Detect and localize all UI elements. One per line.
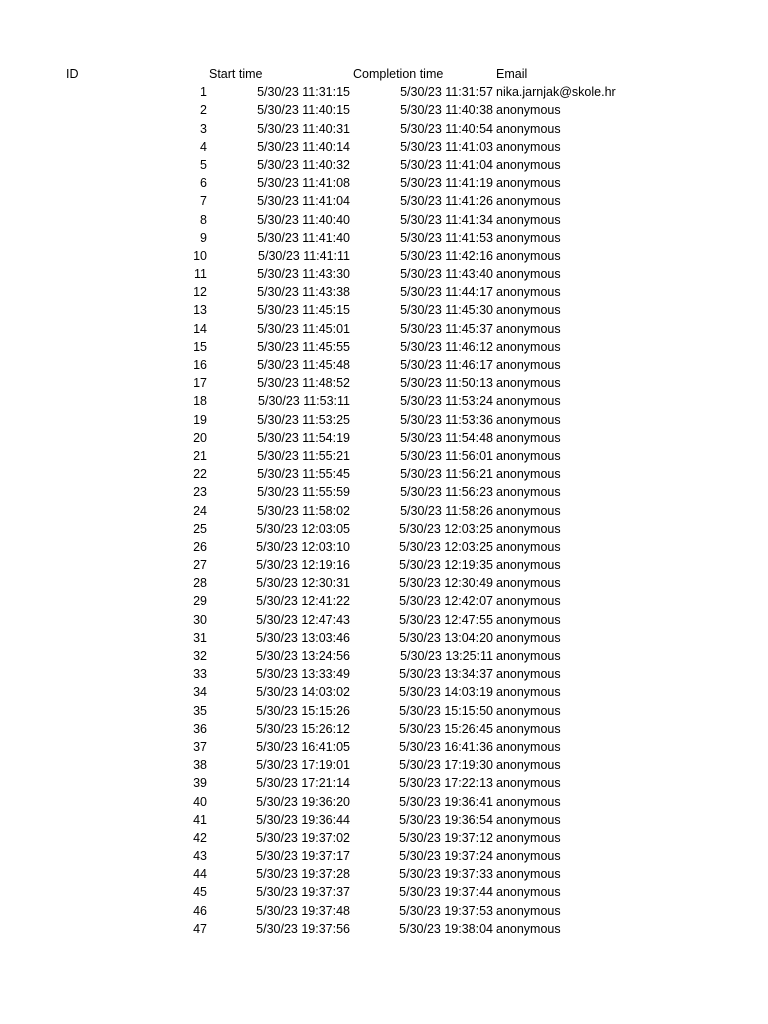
row-email: anonymous: [496, 667, 561, 682]
row-email: anonymous: [496, 630, 561, 645]
table-row: [0, 738, 768, 756]
row-id: 26: [193, 539, 207, 554]
row-completion-time: 5/30/23 11:50:13: [400, 376, 493, 391]
row-completion-time: 5/30/23 19:37:53: [399, 903, 493, 918]
row-completion-time: 5/30/23 19:37:33: [399, 867, 493, 882]
row-id: 23: [193, 485, 207, 500]
row-start-time: 5/30/23 13:24:56: [256, 649, 350, 663]
table-row: [0, 301, 768, 319]
row-start-time: 5/30/23 16:41:05: [256, 739, 350, 754]
row-start-time: 5/30/23 15:15:26: [256, 703, 350, 718]
row-id: 25: [193, 521, 207, 536]
row-id: 4: [200, 139, 207, 154]
table-row: [0, 556, 768, 574]
row-start-time: 5/30/23 11:53:11: [258, 394, 350, 409]
row-email: anonymous: [496, 176, 561, 191]
row-email: anonymous: [496, 412, 561, 427]
row-start-time: 5/30/23 19:36:20: [256, 794, 350, 809]
row-email: anonymous: [496, 267, 561, 282]
row-id: 41: [193, 812, 207, 827]
row-email: anonymous: [496, 758, 561, 773]
row-start-time: 5/30/23 19:37:02: [256, 830, 350, 845]
row-completion-time: 5/30/23 11:45:30: [400, 303, 493, 318]
row-email: anonymous: [496, 685, 561, 700]
row-email: anonymous: [496, 558, 561, 573]
row-id: 34: [193, 685, 207, 700]
table-row: [0, 447, 768, 465]
table-row: [0, 865, 768, 883]
row-email: anonymous: [496, 830, 561, 845]
row-start-time: 5/30/23 11:43:38: [257, 285, 350, 300]
row-id: 32: [193, 649, 207, 663]
row-id: 35: [193, 703, 207, 718]
row-completion-time: 5/30/23 11:41:26: [400, 194, 493, 209]
row-completion-time: 5/30/23 11:46:12: [400, 339, 493, 354]
table-row: [0, 592, 768, 610]
row-id: 14: [193, 321, 207, 336]
row-email: anonymous: [496, 776, 561, 791]
row-id: 11: [194, 267, 207, 282]
row-start-time: 5/30/23 17:19:01: [256, 758, 350, 773]
row-id: 2: [200, 103, 207, 118]
row-email: anonymous: [496, 285, 561, 300]
row-email: anonymous: [496, 376, 561, 391]
row-email: anonymous: [496, 467, 561, 482]
row-start-time: 5/30/23 11:45:48: [257, 358, 350, 372]
table-row: [0, 411, 768, 429]
row-completion-time: 5/30/23 14:03:19: [399, 685, 493, 700]
row-completion-time: 5/30/23 11:43:40: [400, 267, 493, 282]
row-completion-time: 5/30/23 11:56:23: [400, 485, 493, 500]
row-id: 45: [193, 885, 207, 900]
row-id: 22: [193, 467, 207, 482]
row-id: 6: [200, 176, 207, 191]
row-id: 20: [193, 430, 207, 445]
table-row: [0, 574, 768, 592]
table-row: [0, 683, 768, 701]
row-id: 1: [200, 85, 207, 100]
row-id: 5: [200, 157, 207, 172]
row-completion-time: 5/30/23 11:45:37: [400, 321, 493, 336]
row-email: anonymous: [496, 576, 561, 591]
row-email: anonymous: [496, 194, 561, 209]
row-start-time: 5/30/23 11:41:40: [257, 230, 350, 245]
row-id: 47: [193, 921, 207, 936]
row-completion-time: 5/30/23 11:41:04: [400, 157, 493, 172]
row-start-time: 5/30/23 13:33:49: [256, 667, 350, 682]
row-completion-time: 5/30/23 11:54:48: [400, 430, 493, 445]
row-id: 16: [193, 358, 207, 372]
row-id: 37: [193, 739, 207, 754]
row-completion-time: 5/30/23 11:56:21: [400, 467, 493, 482]
header-start-time: Start time: [209, 67, 263, 81]
row-id: 18: [193, 394, 207, 409]
row-email: anonymous: [496, 212, 561, 227]
row-completion-time: 5/30/23 15:26:45: [399, 721, 493, 736]
row-start-time: 5/30/23 12:19:16: [256, 558, 350, 573]
row-completion-time: 5/30/23 19:36:54: [399, 812, 493, 827]
row-id: 3: [200, 121, 207, 136]
row-start-time: 5/30/23 12:47:43: [256, 612, 350, 627]
table-row: [0, 120, 768, 138]
table-row: [0, 265, 768, 283]
table-row: [0, 883, 768, 901]
row-id: 29: [193, 594, 207, 609]
table-row: [0, 774, 768, 792]
row-email: anonymous: [496, 885, 561, 900]
row-start-time: 5/30/23 11:48:52: [257, 376, 350, 391]
row-email: anonymous: [496, 867, 561, 882]
row-id: 40: [193, 794, 207, 809]
row-id: 30: [193, 612, 207, 627]
row-email: anonymous: [496, 321, 561, 336]
spreadsheet: [0, 65, 768, 938]
row-id: 8: [200, 212, 207, 227]
row-start-time: 5/30/23 19:37:37: [256, 885, 350, 900]
table-row: [0, 665, 768, 683]
row-id: 28: [193, 576, 207, 591]
table-row: [0, 465, 768, 483]
row-email: anonymous: [496, 649, 561, 663]
row-email: anonymous: [496, 903, 561, 918]
row-completion-time: 5/30/23 19:38:04: [399, 921, 493, 936]
row-start-time: 5/30/23 11:45:55: [257, 339, 350, 354]
row-completion-time: 5/30/23 12:47:55: [399, 612, 493, 627]
row-id: 42: [193, 830, 207, 845]
row-id: 9: [200, 230, 207, 245]
row-start-time: 5/30/23 12:41:22: [256, 594, 350, 609]
table-row: [0, 847, 768, 865]
row-completion-time: 5/30/23 11:42:16: [400, 248, 493, 263]
row-email: anonymous: [496, 430, 561, 445]
row-id: 44: [193, 867, 207, 882]
row-completion-time: 5/30/23 19:37:44: [399, 885, 493, 900]
row-start-time: 5/30/23 11:43:30: [257, 267, 350, 282]
row-completion-time: 5/30/23 11:40:38: [400, 103, 493, 118]
row-completion-time: 5/30/23 12:19:35: [399, 558, 493, 573]
row-completion-time: 5/30/23 11:53:36: [400, 412, 493, 427]
table-row: [0, 702, 768, 720]
table-row: [0, 920, 768, 938]
table-row: [0, 320, 768, 338]
table-row: [0, 83, 768, 101]
table-row: [0, 138, 768, 156]
row-completion-time: 5/30/23 11:41:03: [400, 139, 493, 154]
row-email: anonymous: [496, 121, 561, 136]
table-row: [0, 811, 768, 829]
row-email: anonymous: [496, 358, 561, 372]
row-id: 46: [193, 903, 207, 918]
row-start-time: 5/30/23 11:40:40: [257, 212, 350, 227]
table-body: [0, 83, 768, 938]
table-row: [0, 211, 768, 229]
row-id: 17: [193, 376, 207, 391]
table-row: [0, 356, 768, 374]
table-row: [0, 647, 768, 665]
row-start-time: 5/30/23 11:55:21: [257, 448, 350, 463]
row-id: 38: [193, 758, 207, 773]
row-email: anonymous: [496, 485, 561, 500]
header-row: [0, 65, 768, 83]
row-id: 15: [193, 339, 207, 354]
row-completion-time: 5/30/23 11:53:24: [400, 394, 493, 409]
row-completion-time: 5/30/23 11:44:17: [400, 285, 493, 300]
row-id: 36: [193, 721, 207, 736]
row-completion-time: 5/30/23 19:37:12: [399, 830, 493, 845]
row-start-time: 5/30/23 11:54:19: [257, 430, 350, 445]
row-completion-time: 5/30/23 11:58:26: [400, 503, 493, 518]
row-completion-time: 5/30/23 17:22:13: [399, 776, 493, 791]
row-email: anonymous: [496, 921, 561, 936]
row-id: 13: [193, 303, 207, 318]
row-start-time: 5/30/23 11:45:01: [257, 321, 350, 336]
table-row: [0, 192, 768, 210]
row-email: anonymous: [496, 739, 561, 754]
table-row: [0, 174, 768, 192]
row-start-time: 5/30/23 11:40:31: [257, 121, 350, 136]
row-completion-time: 5/30/23 11:56:01: [400, 448, 493, 463]
row-start-time: 5/30/23 11:40:14: [257, 139, 350, 154]
row-start-time: 5/30/23 19:37:48: [256, 903, 350, 918]
row-email: anonymous: [496, 539, 561, 554]
table-row: [0, 902, 768, 920]
row-email: anonymous: [496, 139, 561, 154]
row-completion-time: 5/30/23 13:25:11: [400, 649, 493, 663]
row-completion-time: 5/30/23 11:41:19: [400, 176, 493, 191]
row-email: anonymous: [496, 612, 561, 627]
row-id: 10: [193, 248, 207, 263]
table-row: [0, 374, 768, 392]
row-completion-time: 5/30/23 13:34:37: [399, 667, 493, 682]
table-row: [0, 629, 768, 647]
row-email: anonymous: [496, 594, 561, 609]
row-completion-time: 5/30/23 16:41:36: [399, 739, 493, 754]
row-start-time: 5/30/23 19:37:28: [256, 867, 350, 882]
row-id: 27: [193, 558, 207, 573]
row-start-time: 5/30/23 19:37:17: [256, 849, 350, 864]
row-start-time: 5/30/23 11:58:02: [257, 503, 350, 518]
row-completion-time: 5/30/23 12:03:25: [399, 521, 493, 536]
row-id: 43: [193, 849, 207, 864]
row-completion-time: 5/30/23 12:42:07: [399, 594, 493, 609]
row-start-time: 5/30/23 13:03:46: [256, 630, 350, 645]
row-start-time: 5/30/23 11:41:11: [258, 248, 350, 263]
row-start-time: 5/30/23 19:36:44: [256, 812, 350, 827]
row-email: anonymous: [496, 812, 561, 827]
row-start-time: 5/30/23 11:41:04: [257, 194, 350, 209]
row-email: anonymous: [496, 703, 561, 718]
header-completion-time: Completion time: [353, 67, 444, 81]
row-start-time: 5/30/23 11:55:45: [257, 467, 350, 482]
row-email: anonymous: [496, 157, 561, 172]
row-email: anonymous: [496, 794, 561, 809]
table-row: [0, 229, 768, 247]
row-start-time: 5/30/23 11:53:25: [257, 412, 350, 427]
row-email: anonymous: [496, 394, 561, 409]
row-email: anonymous: [496, 448, 561, 463]
row-start-time: 5/30/23 12:03:10: [256, 539, 350, 554]
row-id: 39: [193, 776, 207, 791]
row-email: anonymous: [496, 103, 561, 118]
row-completion-time: 5/30/23 17:19:30: [399, 758, 493, 773]
header-email: Email: [496, 67, 528, 81]
row-completion-time: 5/30/23 11:31:57: [400, 85, 493, 100]
table-row: [0, 101, 768, 119]
table-row: [0, 156, 768, 174]
row-email: anonymous: [496, 248, 561, 263]
table-row: [0, 247, 768, 265]
table-row: [0, 756, 768, 774]
row-id: 31: [193, 630, 207, 645]
row-completion-time: 5/30/23 11:41:34: [400, 212, 493, 227]
row-id: 19: [193, 412, 207, 427]
table-row: [0, 720, 768, 738]
row-start-time: 5/30/23 11:45:15: [257, 303, 350, 318]
row-start-time: 5/30/23 11:55:59: [257, 485, 350, 500]
row-start-time: 5/30/23 17:21:14: [256, 776, 350, 791]
table-row: [0, 429, 768, 447]
row-email: anonymous: [496, 521, 561, 536]
row-completion-time: 5/30/23 11:40:54: [400, 121, 493, 136]
row-start-time: 5/30/23 11:40:15: [257, 103, 350, 118]
row-completion-time: 5/30/23 19:36:41: [399, 794, 493, 809]
row-id: 33: [193, 667, 207, 682]
header-id: ID: [66, 67, 79, 81]
row-email: anonymous: [496, 303, 561, 318]
table-row: [0, 611, 768, 629]
table-row: [0, 502, 768, 520]
row-completion-time: 5/30/23 15:15:50: [399, 703, 493, 718]
table-row: [0, 538, 768, 556]
row-completion-time: 5/30/23 13:04:20: [399, 630, 493, 645]
row-id: 7: [200, 194, 207, 209]
row-start-time: 5/30/23 15:26:12: [256, 721, 350, 736]
row-start-time: 5/30/23 12:30:31: [256, 576, 350, 591]
table-row: [0, 283, 768, 301]
table-row: [0, 793, 768, 811]
row-completion-time: 5/30/23 12:30:49: [399, 576, 493, 591]
row-start-time: 5/30/23 11:40:32: [257, 157, 350, 172]
row-start-time: 5/30/23 14:03:02: [256, 685, 350, 700]
row-email: nika.jarnjak@skole.hr: [496, 85, 616, 100]
row-id: 21: [193, 448, 207, 463]
row-email: anonymous: [496, 849, 561, 864]
row-email: anonymous: [496, 339, 561, 354]
row-email: anonymous: [496, 721, 561, 736]
row-completion-time: 5/30/23 11:46:17: [400, 358, 493, 372]
table-row: [0, 520, 768, 538]
row-completion-time: 5/30/23 19:37:24: [399, 849, 493, 864]
table-row: [0, 338, 768, 356]
row-completion-time: 5/30/23 12:03:25: [399, 539, 493, 554]
row-id: 12: [193, 285, 207, 300]
table-row: [0, 392, 768, 410]
row-email: anonymous: [496, 503, 561, 518]
row-start-time: 5/30/23 11:31:15: [257, 85, 350, 100]
row-start-time: 5/30/23 19:37:56: [256, 921, 350, 936]
row-start-time: 5/30/23 11:41:08: [257, 176, 350, 191]
table-row: [0, 483, 768, 501]
table-row: [0, 829, 768, 847]
row-start-time: 5/30/23 12:03:05: [256, 521, 350, 536]
row-id: 24: [193, 503, 207, 518]
row-email: anonymous: [496, 230, 561, 245]
row-completion-time: 5/30/23 11:41:53: [400, 230, 493, 245]
